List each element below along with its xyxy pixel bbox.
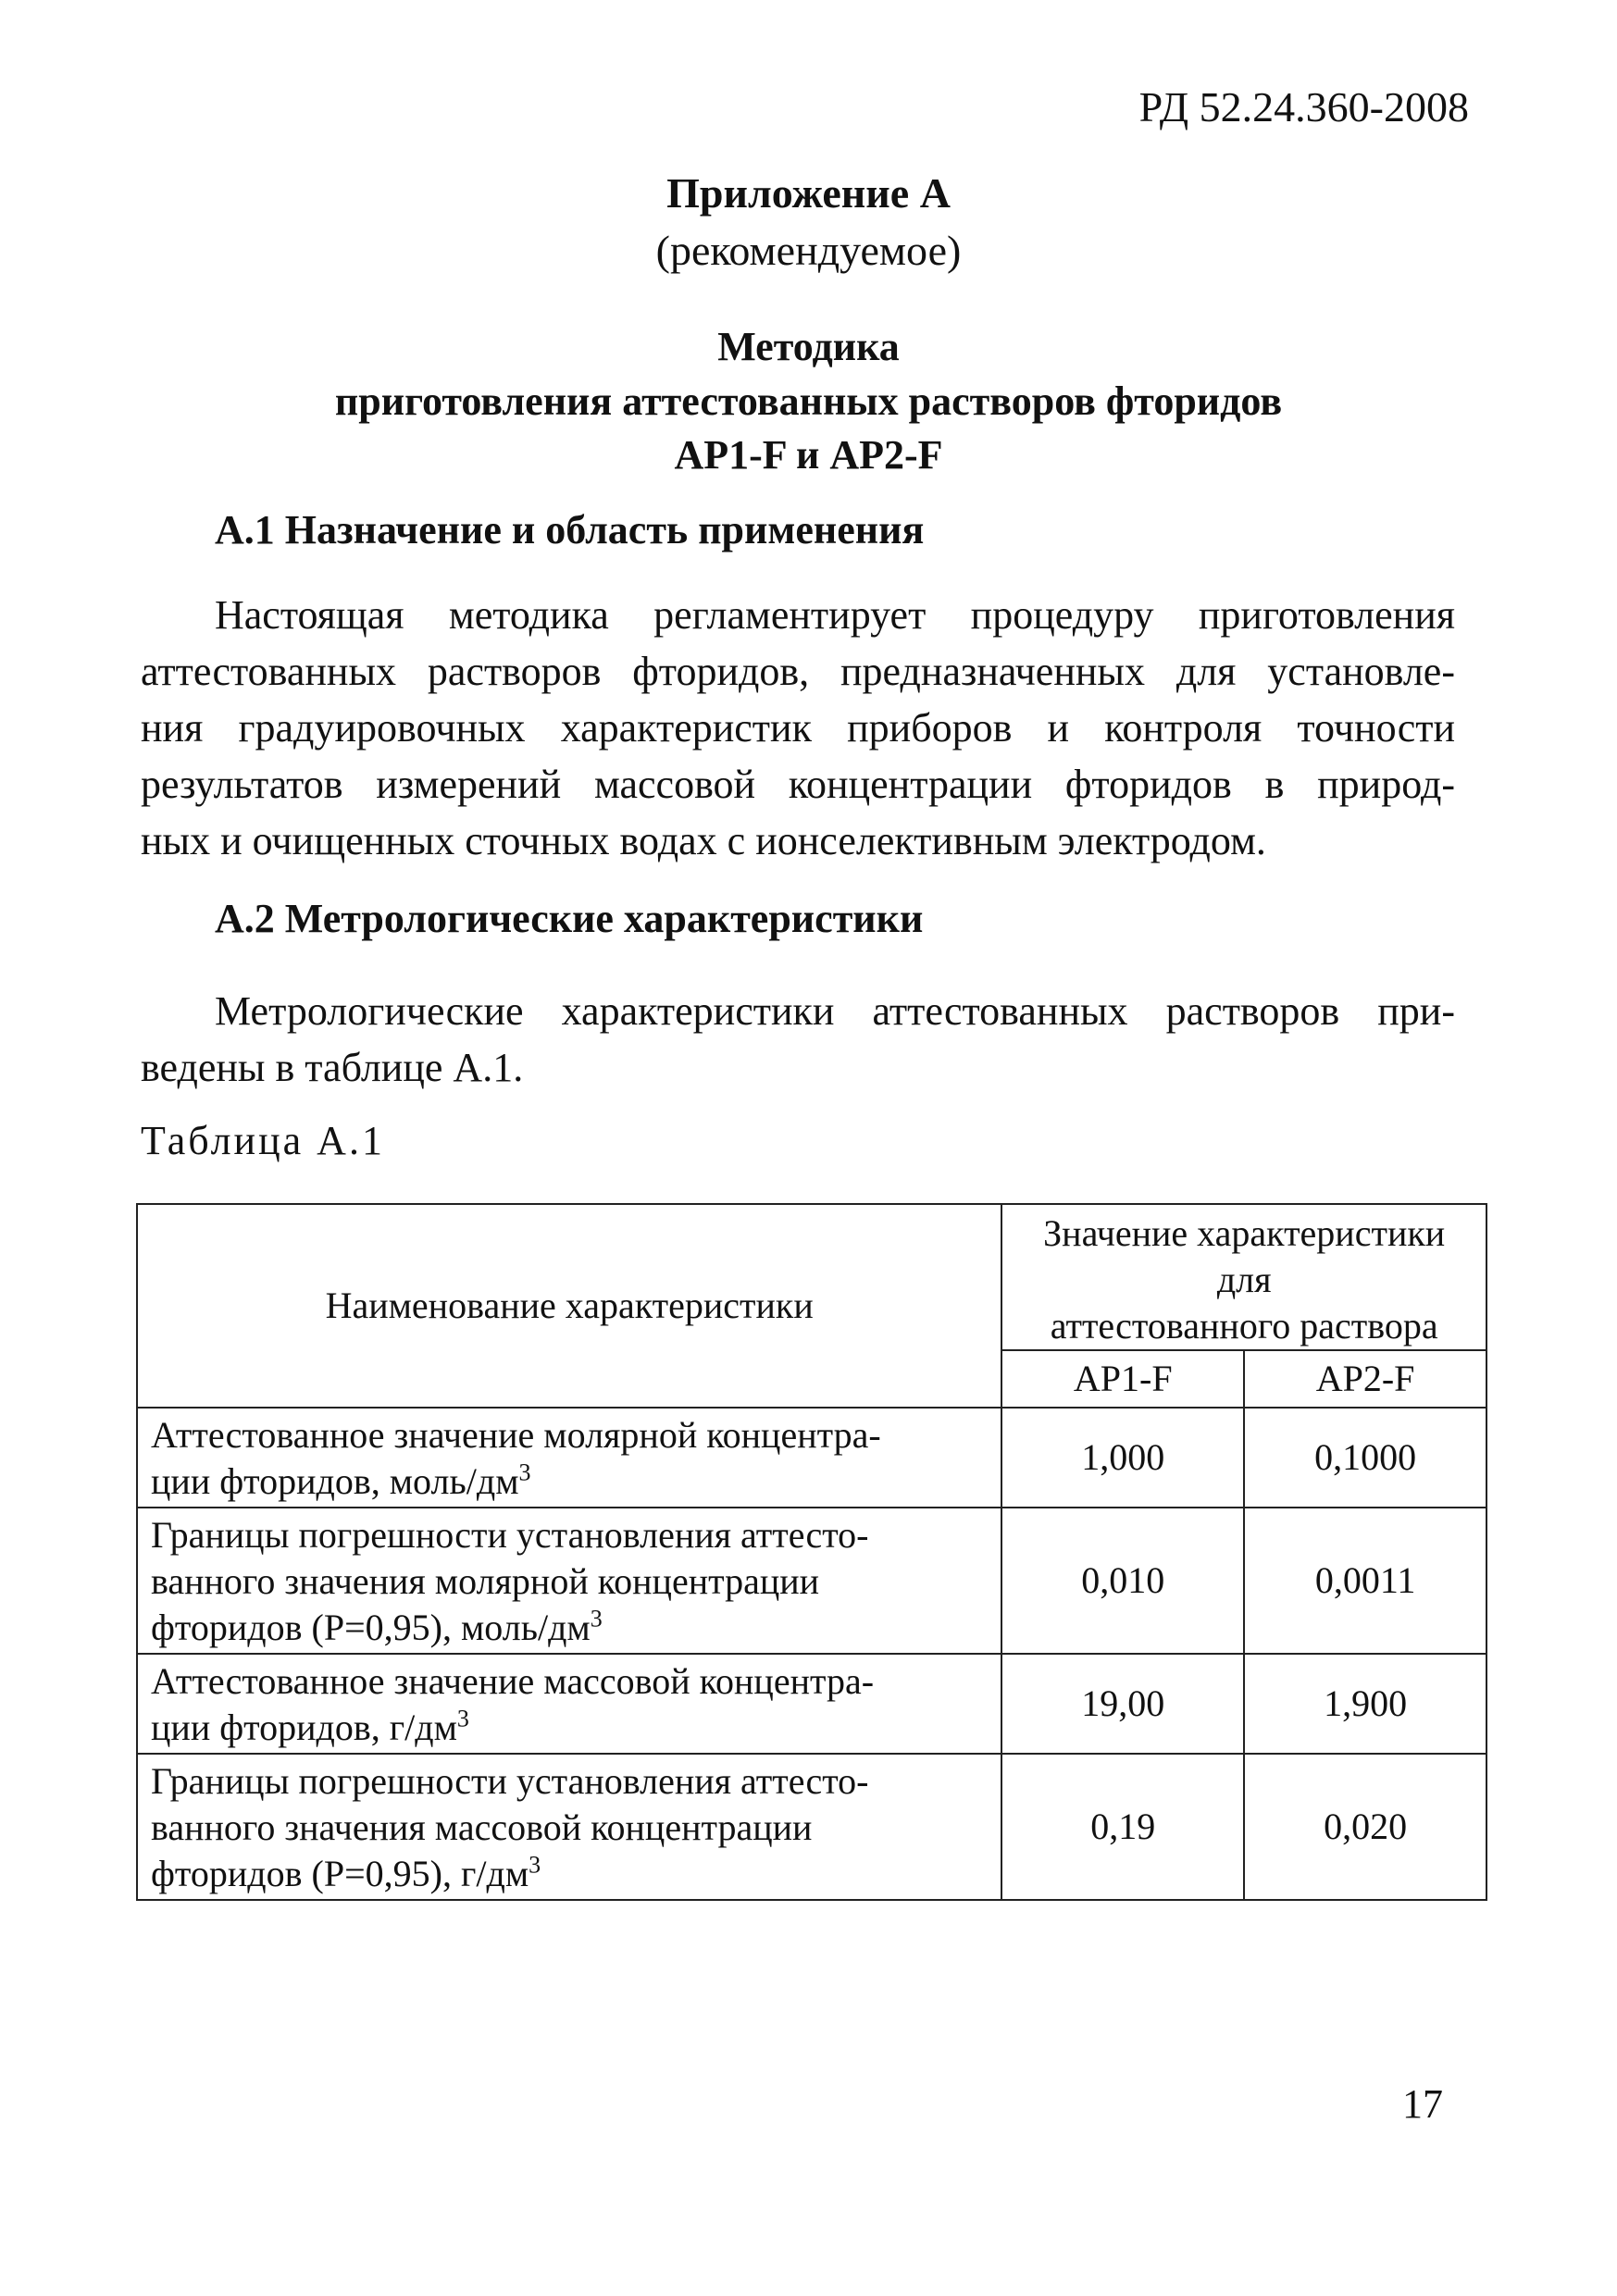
paragraph-line: результатов измерений массовой концентрации фторидов в природ- (141, 762, 1455, 807)
metrology-table (136, 1203, 1487, 1901)
appendix-title: Приложение А (666, 169, 951, 217)
method-title-line: приготовления аттестованных растворов фторидов (334, 378, 1283, 424)
paragraph-line: аттестованных растворов фторидов, предназначенных для установле- (141, 649, 1455, 694)
row-name-line: ванного значения массовой концентрации (151, 1806, 813, 1848)
row-name-cell (137, 1408, 1001, 1508)
group-header-line: Значение характеристики (1043, 1212, 1446, 1254)
table-row (137, 1754, 1486, 1900)
method-title-line: AP1-F и АР2-F (674, 432, 943, 478)
row-name-line: ции фторидов, моль/$дм^3$ (151, 1458, 531, 1502)
table-row (137, 1408, 1486, 1508)
group-header-line: для (1216, 1259, 1272, 1300)
row-name-cell (137, 1754, 1001, 1900)
row-name-line: Аттестованное значение молярной концентра- (151, 1414, 881, 1456)
superscript: 3 (518, 1458, 531, 1486)
row-name-line: ванного значения молярной концентрации (151, 1560, 820, 1602)
row-name-cell (137, 1654, 1001, 1754)
table-header-row (137, 1204, 1486, 1350)
row-name-line: Границы погрешности установления аттесто- (151, 1760, 869, 1802)
method-title-line: Методика (717, 324, 900, 369)
row-name-line: ции фторидов, $г/дм^3$ (151, 1705, 469, 1748)
metrology-paragraph (141, 983, 1455, 1096)
paragraph-line: ведены в таблице А.1. (141, 1045, 524, 1090)
row-name-line: фторидов (Р=0,95), моль/$дм^3$ (151, 1605, 603, 1648)
superscript: 3 (529, 1851, 541, 1879)
paragraph-line: ных и очищенных сточных водах с ионселективным электродом. (141, 818, 1266, 863)
group-header-line: аттестованного раствора (1050, 1305, 1438, 1347)
value-ap2: 0,0011 (1244, 1508, 1486, 1654)
value-ap2: 0,1000 (1244, 1408, 1486, 1508)
value-ap2: 1,900 (1244, 1654, 1486, 1754)
table-caption: Таблица А.1 (141, 1118, 385, 1163)
column-header-ap2: АР2-F (1244, 1350, 1486, 1408)
column-group-header (1001, 1204, 1486, 1350)
method-title (0, 320, 1617, 483)
appendix-note: (рекомендуемое) (655, 227, 962, 274)
value-ap1: 1,000 (1001, 1408, 1244, 1508)
paragraph-line: ния градуировочных характеристик приборов и контроля точности (141, 705, 1455, 751)
section-heading-purpose: А.1 Назначение и область применения (215, 507, 925, 552)
value-ap1: 19,00 (1001, 1654, 1244, 1754)
row-name-line: фторидов (Р=0,95), $г/дм^3$ (151, 1851, 541, 1894)
value-ap2: 0,020 (1244, 1754, 1486, 1900)
section-heading-metrology: А.2 Метрологические характеристики (215, 896, 924, 941)
column-header-name: Наименование характеристики (137, 1204, 1001, 1408)
column-header-ap1: АР1-F (1001, 1350, 1244, 1408)
value-ap1: 0,010 (1001, 1508, 1244, 1654)
superscript: 3 (590, 1605, 603, 1632)
row-name-line: Границы погрешности установления аттесто- (151, 1514, 869, 1556)
page-number: 17 (1402, 2081, 1443, 2127)
value-ap1: 0,19 (1001, 1754, 1244, 1900)
row-name-cell (137, 1508, 1001, 1654)
paragraph-line: Метрологические характеристики аттестованных растворов при- (215, 988, 1455, 1034)
table-row (137, 1654, 1486, 1754)
table-row (137, 1508, 1486, 1654)
purpose-paragraph (141, 587, 1455, 869)
document-code: РД 52.24.360-2008 (1138, 83, 1469, 130)
superscript: 3 (456, 1705, 469, 1732)
row-name-line: Аттестованное значение массовой концентра- (151, 1660, 875, 1702)
paragraph-line: Настоящая методика регламентирует процедуру приготовления (215, 592, 1455, 638)
